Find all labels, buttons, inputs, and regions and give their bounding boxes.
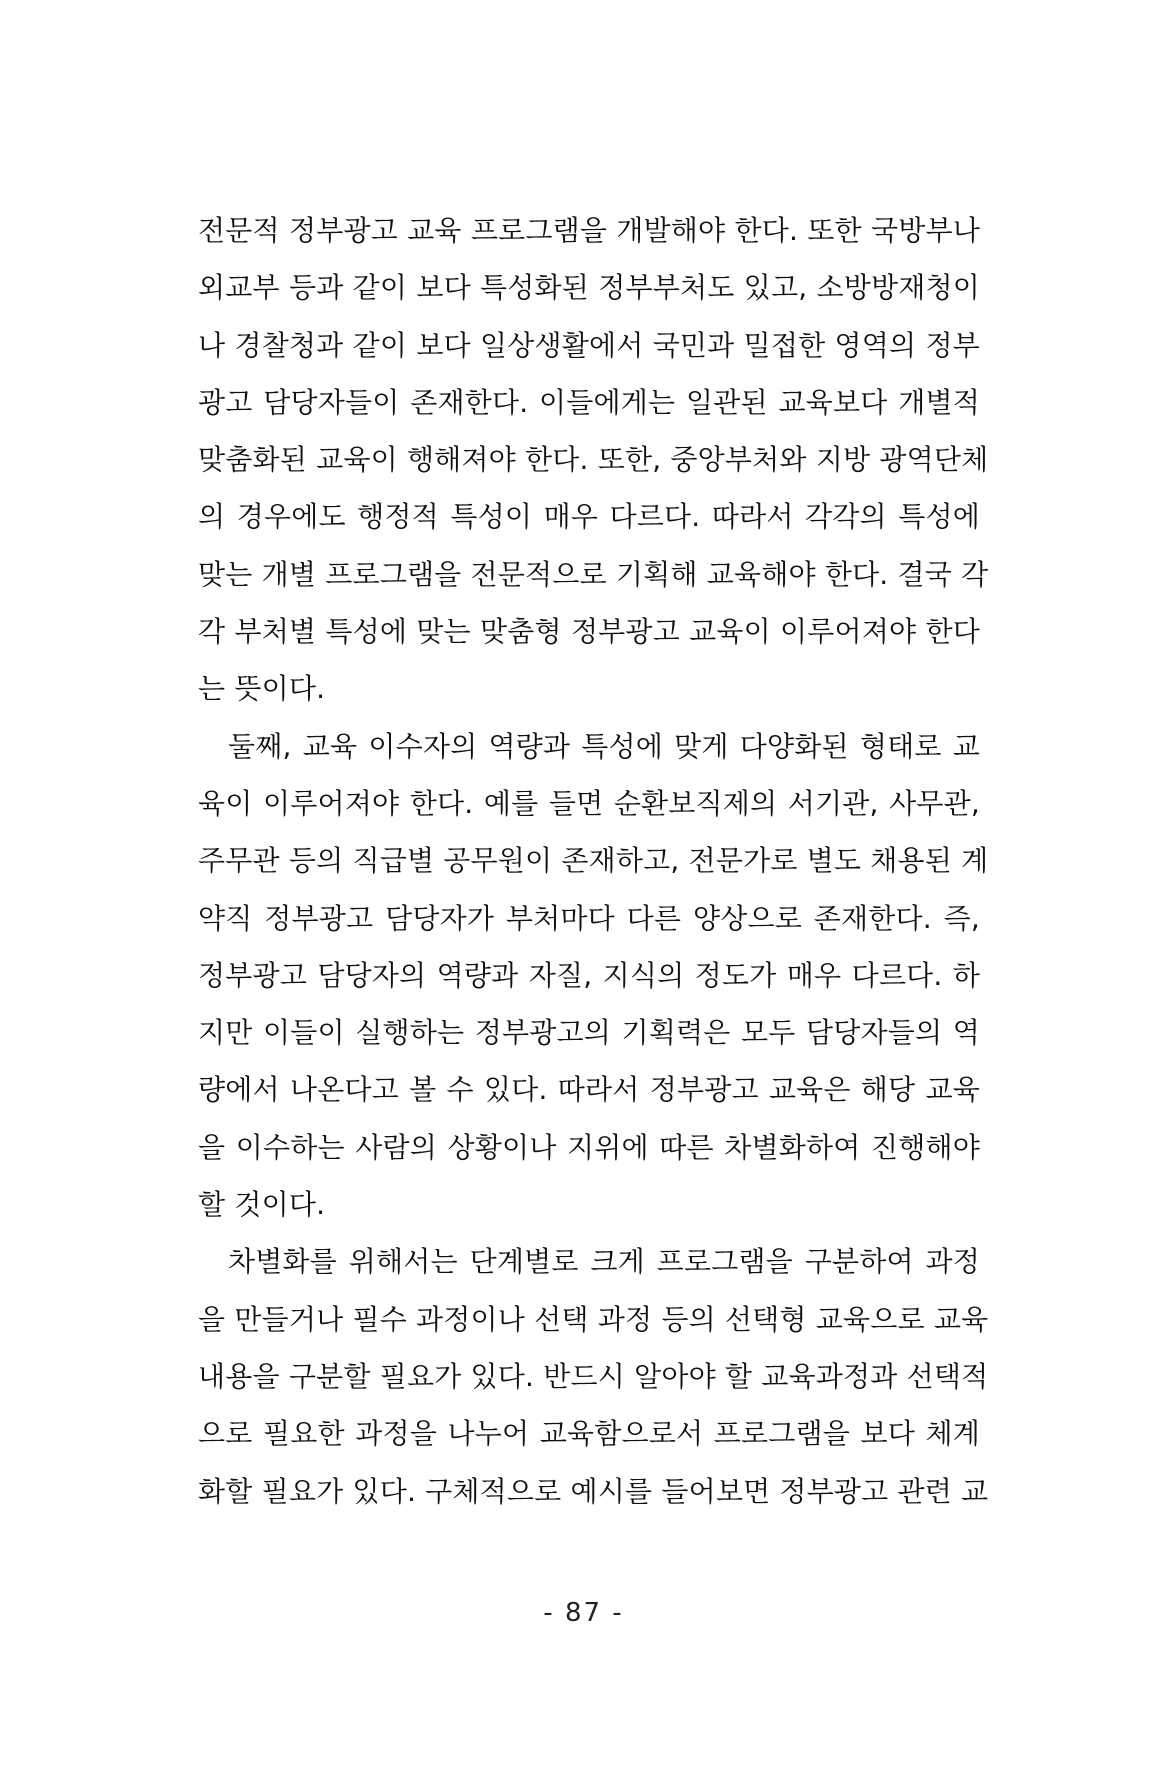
text-line: 량에서 나온다고 볼 수 있다. 따라서 정부광고 교육은 해당 교육 — [198, 1073, 980, 1107]
text-line: 할 것이다. — [198, 1188, 326, 1222]
text-line: 외교부 등과 같이 보다 특성화된 정부부처도 있고, 소방방재청이 — [198, 271, 980, 305]
text-line: 나 경찰청과 같이 보다 일상생활에서 국민과 밀접한 영역의 정부 — [198, 328, 980, 362]
text-line: 정부광고 담당자의 역량과 자질, 지식의 정도가 매우 다르다. 하 — [198, 958, 980, 992]
text-line: 주무관 등의 직급별 공무원이 존재하고, 전문가로 별도 채용된 계 — [198, 844, 989, 878]
text-line: 으로 필요한 과정을 나누어 교육함으로서 프로그램을 보다 체계 — [198, 1417, 980, 1451]
body-text — [198, 202, 989, 1520]
text-line: 화할 필요가 있다. 구체적으로 예시를 들어보면 정부광고 관련 교 — [198, 1474, 989, 1508]
text-line: 내용을 구분할 필요가 있다. 반드시 알아야 할 교육과정과 선택적 — [198, 1359, 989, 1393]
text-line: 둘째, 교육 이수자의 역량과 특성에 맞게 다양화된 형태로 교 — [228, 729, 980, 763]
text-line: 차별화를 위해서는 단계별로 크게 프로그램을 구분하여 과정 — [228, 1245, 980, 1279]
text-line: 맞는 개별 프로그램을 전문적으로 기획해 교육해야 한다. 결국 각 — [198, 557, 989, 591]
text-line: 맞춤화된 교육이 행해져야 한다. 또한, 중앙부처와 지방 광역단체 — [198, 443, 989, 477]
page-number: - 87 - — [543, 1598, 624, 1628]
text-line: 각 부처별 특성에 맞는 맞춤형 정부광고 교육이 이루어져야 한다 — [198, 615, 980, 649]
text-line: 육이 이루어져야 한다. 예를 들면 순환보직제의 서기관, 사무관, — [198, 786, 980, 820]
text-line: 는 뜻이다. — [198, 672, 326, 706]
text-line: 지만 이들이 실행하는 정부광고의 기획력은 모두 담당자들의 역 — [198, 1016, 980, 1050]
text-line: 을 이수하는 사람의 상황이나 지위에 따른 차별화하여 진행해야 — [198, 1130, 980, 1164]
text-line: 을 만들거나 필수 과정이나 선택 과정 등의 선택형 교육으로 교육 — [198, 1302, 989, 1336]
text-line: 약직 정부광고 담당자가 부처마다 다른 양상으로 존재한다. 즉, — [198, 901, 980, 935]
text-line: 의 경우에도 행정적 특성이 매우 다르다. 따라서 각각의 특성에 — [198, 500, 980, 534]
text-line: 전문적 정부광고 교육 프로그램을 개발해야 한다. 또한 국방부나 — [198, 214, 980, 247]
text-line: 광고 담당자들이 존재한다. 이들에게는 일관된 교육보다 개별적 — [198, 385, 980, 419]
